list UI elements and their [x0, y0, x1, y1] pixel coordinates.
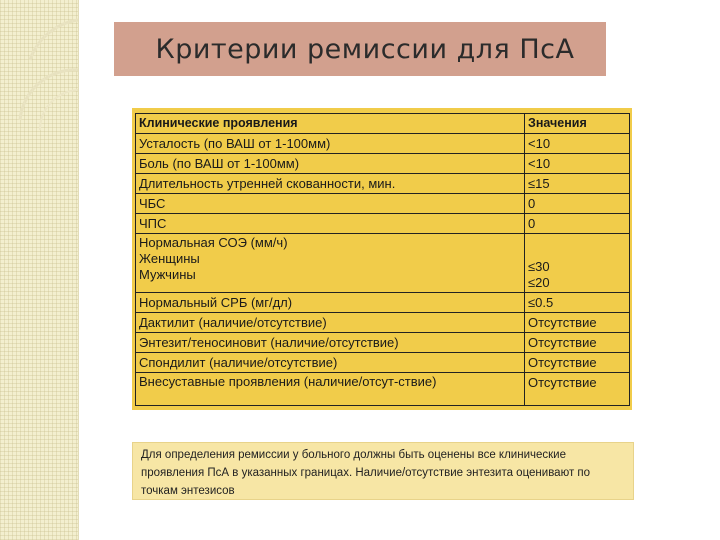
criterion-cell: Спондилит (наличие/отсутствие)	[136, 353, 525, 373]
header-value: Значения	[525, 114, 630, 134]
esr-men-label: Мужчины	[139, 267, 196, 282]
criterion-cell: Усталость (по ВАШ от 1-100мм)	[136, 134, 525, 154]
value-cell: 0	[525, 214, 630, 234]
slide-title: Критерии ремиссии для ПсА	[155, 33, 575, 65]
header-criterion: Клинические проявления	[136, 114, 525, 134]
esr-women-value: ≤30	[528, 259, 550, 274]
esr-women-label: Женщины	[139, 251, 200, 266]
table-row	[136, 333, 630, 353]
table-header-row	[136, 114, 630, 134]
table-row	[136, 353, 630, 373]
criterion-cell: Внесуставные проявления (наличие/отсут-ствие)	[136, 373, 525, 406]
table-row	[136, 174, 630, 194]
value-cell-esr	[525, 234, 630, 293]
criterion-cell-esr	[136, 234, 525, 293]
criteria-table-panel	[132, 108, 632, 410]
value-cell: Отсутствие	[525, 333, 630, 353]
esr-men-value: ≤20	[528, 275, 550, 290]
table-row	[136, 293, 630, 313]
criterion-cell: ЧБС	[136, 194, 525, 214]
table-row	[136, 154, 630, 174]
table-row	[136, 134, 630, 154]
criterion-cell: Дактилит (наличие/отсутствие)	[136, 313, 525, 333]
title-banner	[114, 22, 606, 76]
table-row	[136, 214, 630, 234]
value-cell: <10	[525, 154, 630, 174]
value-cell: ≤0.5	[525, 293, 630, 313]
decorative-left-strip	[0, 0, 79, 540]
remission-note: Для определения ремиссии у больного должны быть оценены все клинические проявления ПсА в указанных границах. Наличие/отсутствие энтезита оценивают по точкам энтезисов	[132, 442, 634, 500]
criterion-cell: Энтезит/теносиновит (наличие/отсутствие)	[136, 333, 525, 353]
value-cell: <10	[525, 134, 630, 154]
value-cell: 0	[525, 194, 630, 214]
table-row-esr	[136, 234, 630, 293]
value-cell: Отсутствие	[525, 353, 630, 373]
criterion-cell: Нормальный СРБ (мг/дл)	[136, 293, 525, 313]
remission-criteria-table	[135, 113, 630, 406]
value-cell: ≤15	[525, 174, 630, 194]
criterion-cell: ЧПС	[136, 214, 525, 234]
decorative-arcs	[0, 0, 78, 540]
criterion-cell: Боль (по ВАШ от 1-100мм)	[136, 154, 525, 174]
table-row	[136, 194, 630, 214]
esr-label: Нормальная СОЭ (мм/ч)	[139, 235, 288, 250]
criterion-cell: Длительность утренней скованности, мин.	[136, 174, 525, 194]
value-cell: Отсутствие	[525, 373, 630, 406]
table-row	[136, 373, 630, 406]
value-cell: Отсутствие	[525, 313, 630, 333]
table-row	[136, 313, 630, 333]
